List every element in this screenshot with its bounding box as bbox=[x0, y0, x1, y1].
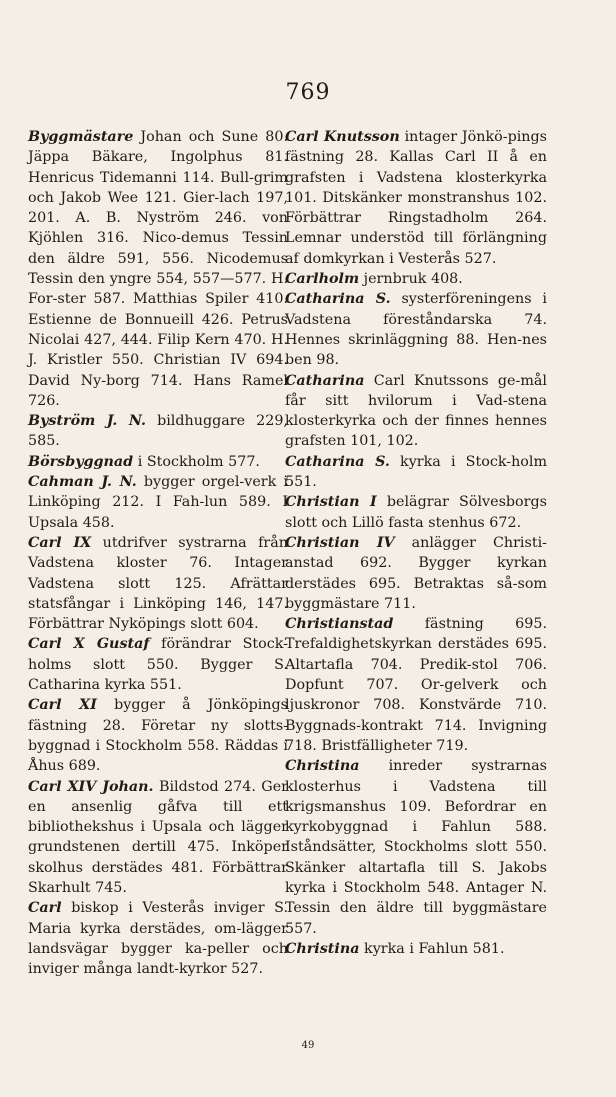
entry-head: Cahman J. N. bbox=[28, 474, 137, 491]
index-entry bbox=[28, 452, 288, 472]
entry-text: intager Jönkö-pings fästning 28. Kallas Carl II å en grafsten i Vadstena klosterkyrka 101. Ditskänker monstranshus 102. Förbättrar Ringstadholm 264. Lemnar understöd till förlängning af domkyrkan i Vesterås 527. bbox=[285, 129, 547, 267]
index-entry bbox=[285, 614, 547, 756]
index-entry bbox=[285, 492, 547, 533]
entry-text: inreder systrarnas klosterhus i Vadstena till krigsmanshus 109. Befordrar en kyrkobyggnad i Fahlun 588. Iståndsätter, Stockholms slott 550. Skänker altartafla till S. Jakobs kyrka i Stockholm 548. Antager N. Tessin den äldre till byggmästare 557. bbox=[285, 758, 547, 937]
index-entry bbox=[28, 695, 288, 776]
entry-text: kyrka i Fahlun 581. bbox=[359, 940, 505, 957]
index-entry bbox=[28, 898, 288, 979]
index-entry bbox=[285, 269, 547, 289]
entry-head: Carl XI bbox=[28, 697, 97, 714]
entry-text: i Stockholm 577. bbox=[133, 453, 260, 470]
entry-head: Catharina S. bbox=[285, 291, 391, 308]
entry-text: förändrar Stock-holms slott 550. Bygger S. Catharina kyrka 551. bbox=[28, 636, 288, 694]
entry-text: bygger å Jönköpings fästning 28. Företar ny slotts-byggnad i Stockholm 558. Räddas i Åhus 689. bbox=[28, 697, 288, 775]
index-entry bbox=[28, 472, 288, 533]
entry-head: Christianstad bbox=[285, 616, 394, 633]
entry-head: Carl X Gustaf bbox=[28, 636, 150, 653]
entry-head: Carl Knutsson bbox=[285, 129, 400, 145]
entry-head: Byggmästare bbox=[28, 129, 134, 145]
entry-text: bildhuggare 229, 585. bbox=[28, 413, 288, 450]
entry-head: Christian IV bbox=[285, 534, 395, 551]
entry-head: Carl IX bbox=[28, 534, 92, 551]
entry-text: jernbruk 408. bbox=[359, 271, 463, 288]
entry-head: Christina bbox=[285, 940, 360, 957]
entry-text: bygger orgel-verk i Linköping 212. I Fah-lun 589. I Upsala 458. bbox=[28, 474, 288, 531]
index-entry bbox=[28, 127, 288, 411]
index-entry bbox=[28, 533, 288, 634]
entry-text: utdrifver systrarna från Vadstena kloster 76. Intager Vadstena slott 125. Afrättar statsfångar i Linköping 146, 147. Förbättrar Nyköpings slott 604. bbox=[28, 534, 288, 633]
entry-text: anlägger Christi-anstad 692. Bygger kyrkan derstädes 695. Betraktas så-som byggmästare 711. bbox=[285, 534, 547, 612]
entry-head: Carl XIV Johan. bbox=[28, 778, 154, 795]
right-column bbox=[285, 127, 547, 959]
entry-head: Carlholm bbox=[285, 271, 360, 288]
index-entry bbox=[285, 289, 547, 370]
entry-text: belägrar Sölvesborgs slott och Lillö fasta stenhus 672. bbox=[285, 494, 547, 531]
entry-head: Byström J. N. bbox=[28, 413, 147, 430]
index-entry bbox=[285, 127, 547, 269]
index-entry bbox=[285, 756, 547, 939]
index-entry bbox=[28, 634, 288, 695]
index-entry bbox=[285, 371, 547, 452]
entry-text: Carl Knutssons ge-mål får sitt hvilorum i Vad-stena klosterkyrka och der finnes hennes grafsten 101, 102. bbox=[285, 372, 547, 450]
index-entry bbox=[28, 777, 288, 899]
signature-mark: 49 bbox=[301, 1040, 315, 1051]
entry-head: Christina bbox=[285, 758, 360, 775]
entry-head: Catharina bbox=[285, 372, 365, 389]
entry-head: Christian I bbox=[285, 494, 377, 511]
entry-text: Johan och Sune 80. Jäppa Bäkare, Ingolphus 81. Henricus Tidemanni 114. Bull-grim och Jakob Wee 121. Gier-lach 197, 201. A. B. Nyström 246. von Kjöhlen 316. Nico-demus Tessin den äldre 591, 556. Nicodemus Tessin den yngre 554, 557—577. H. For-ster 587. Matthias Spiler 410. Estienne de Bonnueill 426. Petrus Nicolai 427, 444. Filip Kern 470. H. J. Kristler 550. Christian IV 694. David Ny-borg 714. Hans Ramel 726. bbox=[28, 129, 288, 409]
entry-head: Carl bbox=[28, 900, 62, 917]
index-entry bbox=[285, 452, 547, 493]
entry-text: fästning 695. Trefaldighetskyrkan derstädes 695. Altartafla 704. Predik-stol 706. Dopfunt 707. Or-gelverk och ljuskronor 708. Konstvärde 710. Byggnads-kontrakt 714. Invigning 718. Bristfälligheter 719. bbox=[285, 616, 547, 754]
entry-text: systerföreningens i Vadstena föreståndarska 74. Hennes skrinläggning 88. Hen-nes ben 98. bbox=[285, 291, 548, 369]
entry-head: Börsbyggnad bbox=[28, 453, 134, 470]
entry-text: biskop i Vesterås inviger S. Maria kyrka derstädes, om-lägger landsvägar bygger ka-peller och inviger många landt-kyrkor 527. bbox=[28, 900, 288, 978]
entry-text: kyrka i Stock-holm 551. bbox=[285, 453, 548, 491]
index-entry bbox=[28, 411, 288, 452]
left-column bbox=[28, 127, 288, 979]
entry-head: Catharina S. bbox=[285, 453, 390, 470]
entry-text: Bildstod 274. Ger en ansenlig gåfva till ett bibliothekshus i Upsala och lägger grundstenen dertill 475. Inköper skolhus derstädes 481. Förbättrar Skarhult 745. bbox=[28, 778, 289, 896]
index-entry bbox=[285, 533, 547, 614]
page-number: 769 bbox=[285, 80, 331, 105]
index-entry bbox=[285, 939, 547, 959]
